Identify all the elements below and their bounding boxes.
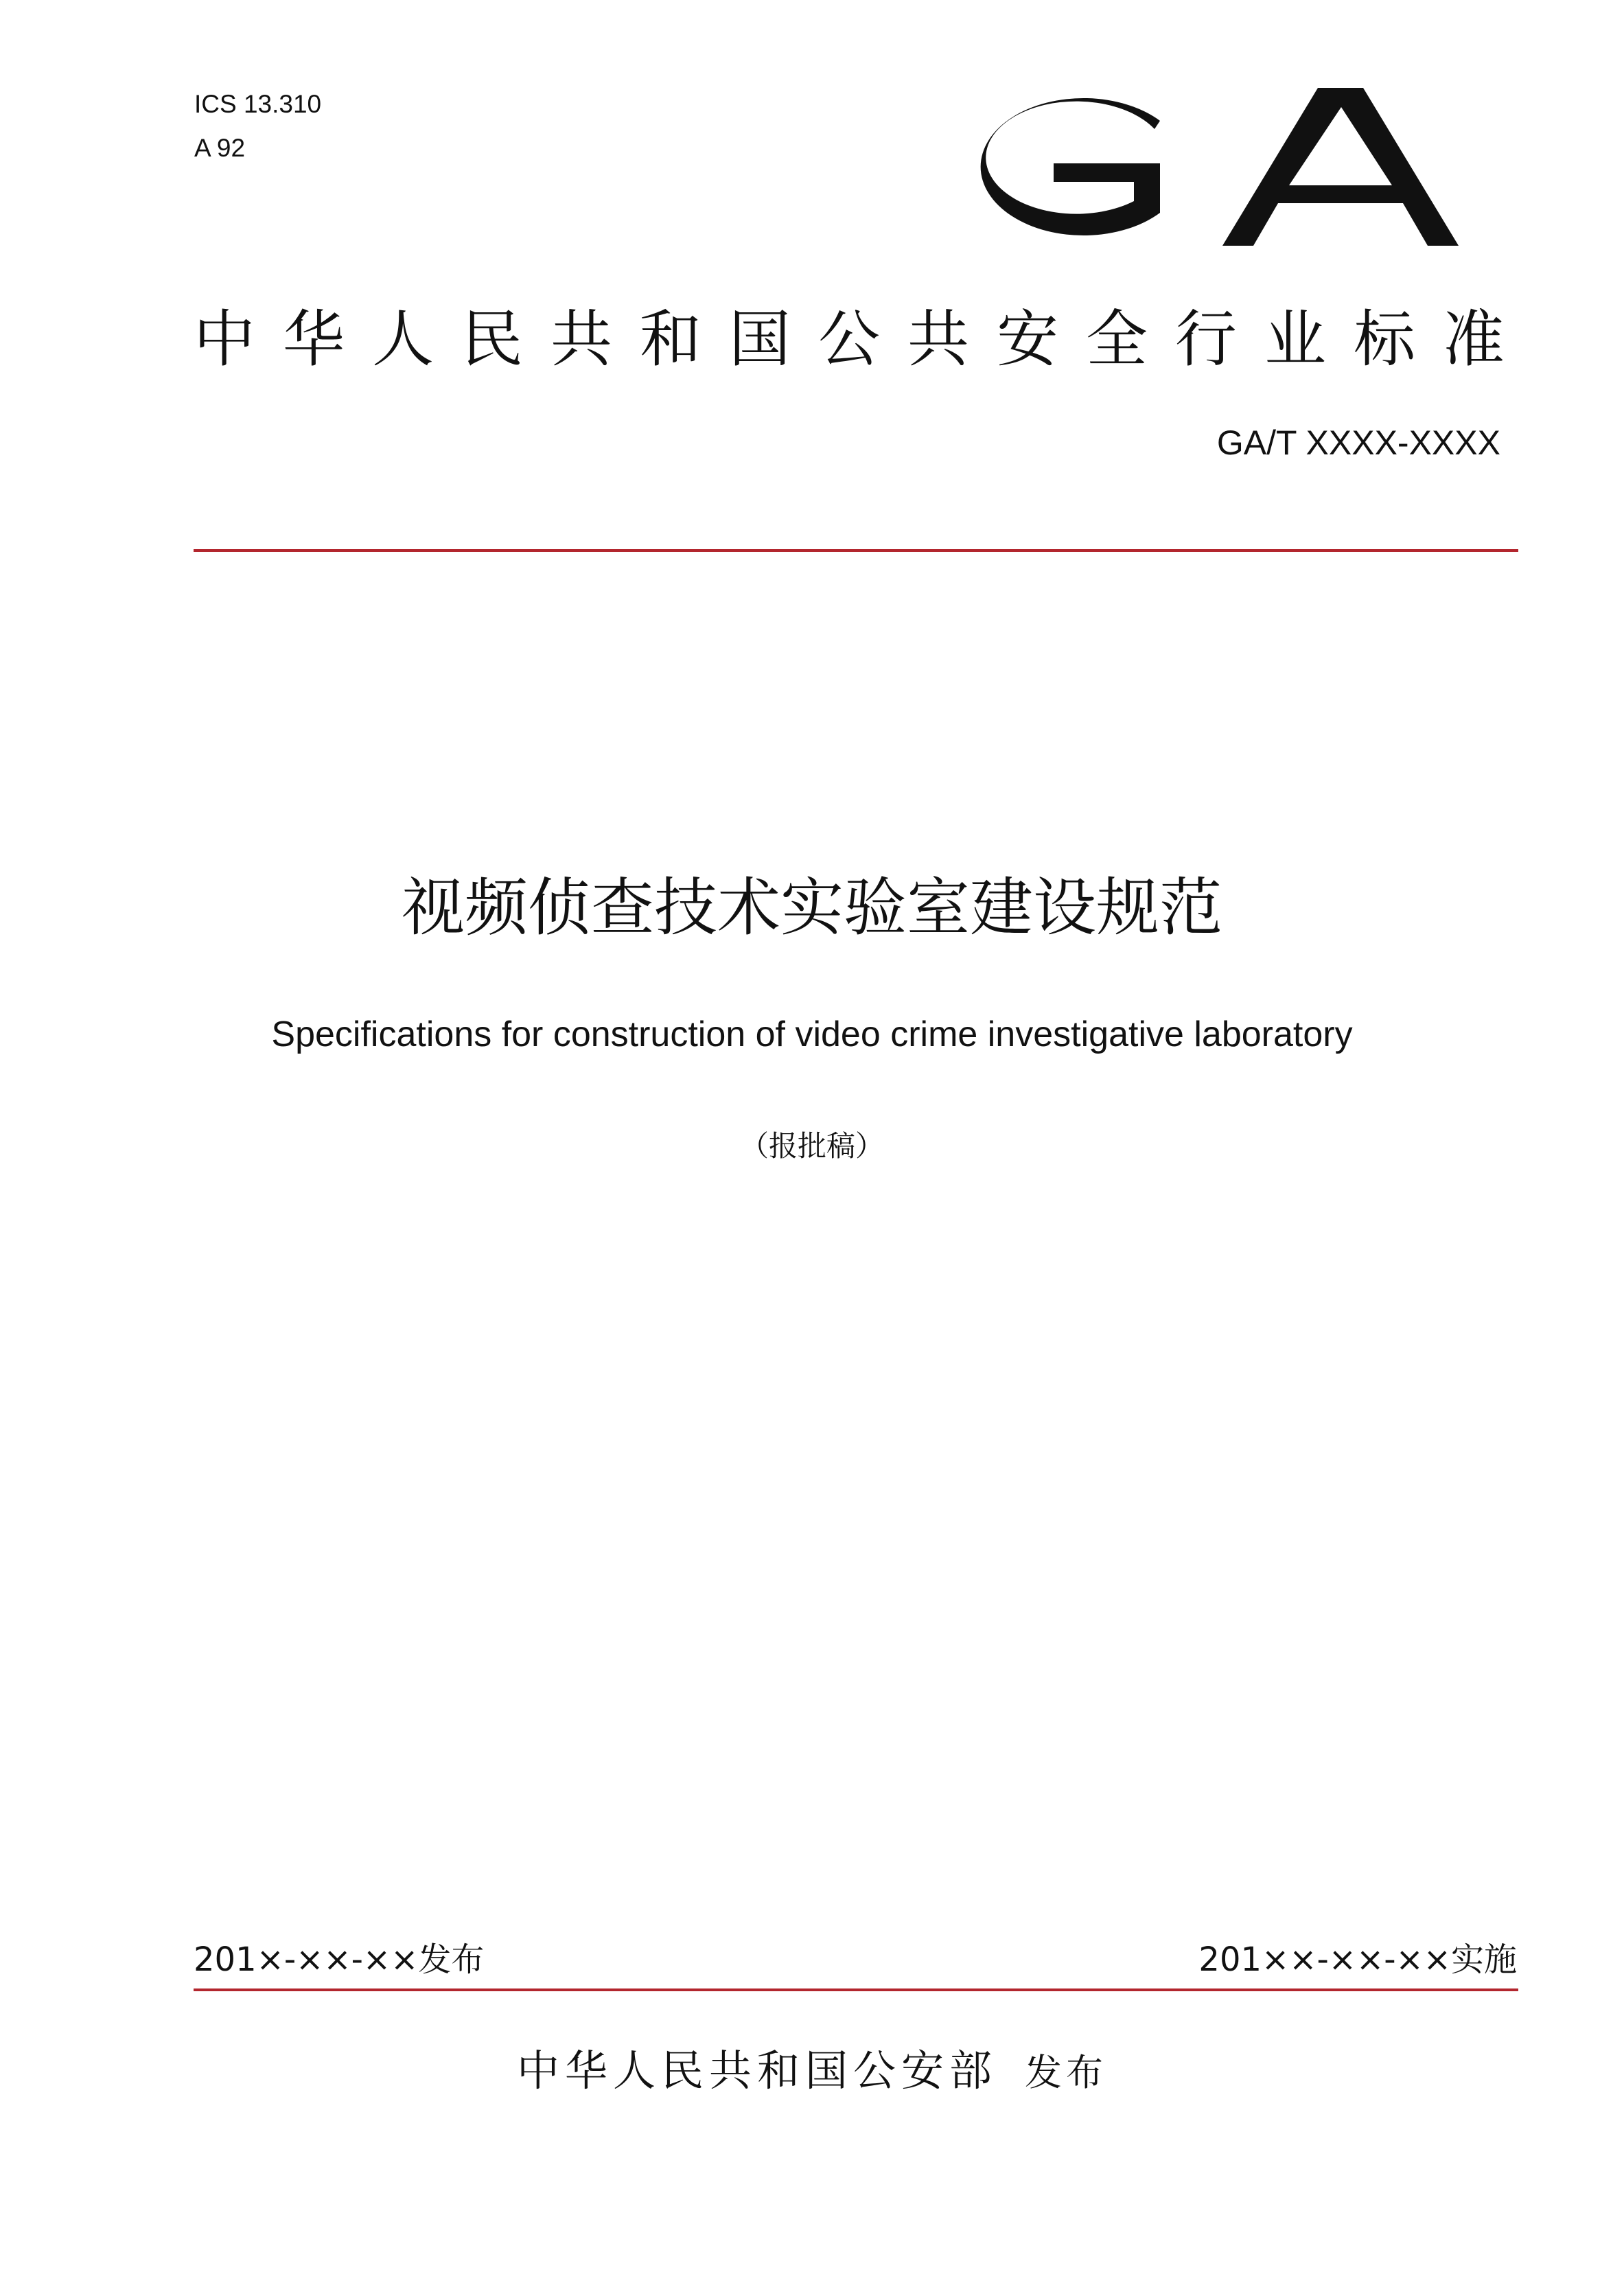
publisher-name: 中华人民共和国公安部 bbox=[516, 2045, 997, 2096]
industry-standard-title: 中华人民共和国公共安全行业标准 bbox=[194, 303, 1532, 375]
standard-number: GA/T XXXX-XXXX bbox=[1216, 424, 1500, 462]
classification-codes bbox=[194, 82, 321, 170]
issue-date: 201×-××-××发布 bbox=[194, 1940, 485, 1979]
publisher-line bbox=[0, 2040, 1624, 2104]
footer-divider bbox=[194, 1988, 1518, 1991]
ga-logo-mark bbox=[933, 81, 1462, 253]
publish-action: 发布 bbox=[1025, 2051, 1107, 2094]
ics-code: ICS 13.310 bbox=[194, 90, 322, 118]
document-title-english: Specifications for construction of video crime investigative laboratory bbox=[271, 1014, 1353, 1054]
header-divider bbox=[194, 549, 1518, 552]
implementation-date: 201××-××-××实施 bbox=[1198, 1940, 1517, 1979]
document-stage: （报批稿） bbox=[739, 1129, 884, 1163]
ccs-code: A 92 bbox=[194, 134, 246, 162]
ga-logo bbox=[933, 81, 1462, 253]
document-title-chinese: 视频侦查技术实验室建设规范 bbox=[401, 871, 1222, 944]
